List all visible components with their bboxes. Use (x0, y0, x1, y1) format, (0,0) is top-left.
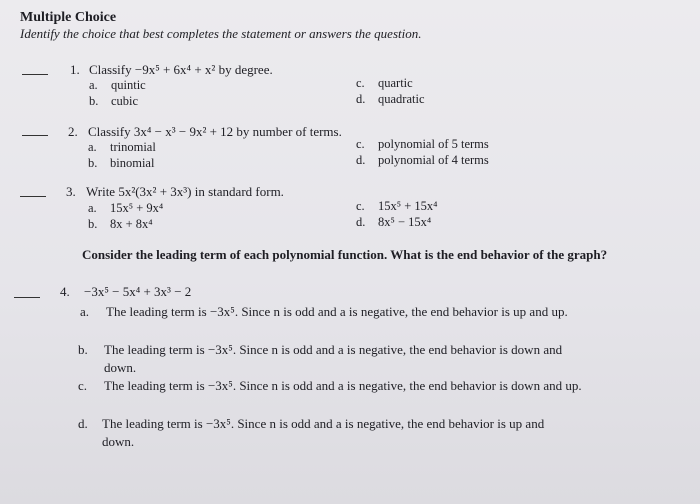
answer-blank[interactable] (22, 135, 48, 136)
question-stem: Classify 3x⁴ − x³ − 9x² + 12 by number of terms. (88, 124, 342, 139)
question-stem: Write 5x²(3x² + 3x³) in standard form. (86, 184, 284, 199)
choice-d[interactable] (356, 92, 425, 107)
choice-d[interactable]: The leading term is −3x⁵. Since n is odd and a is negative, the end behavior is up and down. (102, 416, 545, 449)
choice-c[interactable] (356, 137, 489, 152)
choice-a[interactable] (88, 140, 156, 155)
choice-letter: a. (88, 201, 97, 215)
choice-letter: c. (356, 137, 365, 151)
choice-text: trinomial (110, 140, 156, 154)
choice-c[interactable] (356, 199, 438, 214)
choice-letter: c. (78, 378, 88, 393)
choice-text: quartic (378, 76, 413, 90)
choice-text: cubic (111, 94, 139, 108)
choice-b[interactable] (88, 217, 153, 232)
section-prompt: Consider the leading term of each polynomial function. What is the end behavior of the graph? (82, 247, 608, 262)
choice-b[interactable] (88, 156, 154, 171)
choice-c[interactable]: The leading term is −3x⁵. Since n is odd and a is negative, the end behavior is down and up. (104, 378, 582, 393)
choice-text: 8x⁵ − 15x⁴ (378, 215, 432, 229)
choice-letter: b. (78, 342, 88, 357)
choice-text: 15x⁵ + 15x⁴ (378, 199, 438, 213)
answer-blank[interactable] (22, 74, 48, 75)
choice-d[interactable] (356, 153, 489, 168)
choice-b[interactable] (89, 94, 138, 109)
choice-letter: d. (78, 416, 88, 431)
choice-text: polynomial of 4 terms (378, 153, 489, 167)
question-number: 4. (60, 284, 70, 299)
choice-text: quadratic (378, 92, 425, 106)
question-stem: −3x⁵ − 5x⁴ + 3x³ − 2 (84, 284, 192, 299)
choice-text: binomial (110, 156, 155, 170)
choice-c[interactable] (356, 76, 413, 91)
choice-a[interactable] (88, 201, 163, 216)
choice-d[interactable] (356, 215, 431, 230)
question-stem: Classify −9x⁵ + 6x⁴ + x² by degree. (89, 62, 273, 77)
answer-blank[interactable] (14, 297, 40, 298)
instructions: Identify the choice that best completes the statement or answers the question. (20, 26, 422, 41)
section-title: Multiple Choice (20, 10, 117, 25)
choice-letter: d. (356, 153, 366, 167)
answer-blank[interactable] (20, 196, 46, 197)
choice-text: 8x + 8x⁴ (110, 217, 153, 231)
choice-letter: d. (356, 215, 366, 229)
choice-letter: a. (88, 140, 97, 154)
choice-text: 15x⁵ + 9x⁴ (110, 201, 164, 215)
choice-letter: b. (88, 156, 98, 170)
choice-letter: d. (356, 92, 366, 106)
choice-letter: b. (89, 94, 99, 108)
choice-text: polynomial of 5 terms (378, 137, 489, 151)
question-number: 1. (70, 62, 80, 77)
choice-b[interactable]: The leading term is −3x⁵. Since n is odd and a is negative, the end behavior is down and down. (104, 342, 563, 375)
choice-letter: a. (80, 304, 90, 319)
choice-a[interactable]: The leading term is −3x⁵. Since n is odd and a is negative, the end behavior is up and up. (106, 304, 568, 319)
choice-letter: c. (356, 76, 365, 90)
question-number: 3. (66, 184, 76, 199)
choice-letter: a. (89, 78, 98, 92)
choice-letter: b. (88, 217, 98, 231)
choice-a[interactable] (89, 78, 146, 93)
question-number: 2. (68, 124, 78, 139)
choice-text: quintic (111, 78, 146, 92)
choice-letter: c. (356, 199, 365, 213)
